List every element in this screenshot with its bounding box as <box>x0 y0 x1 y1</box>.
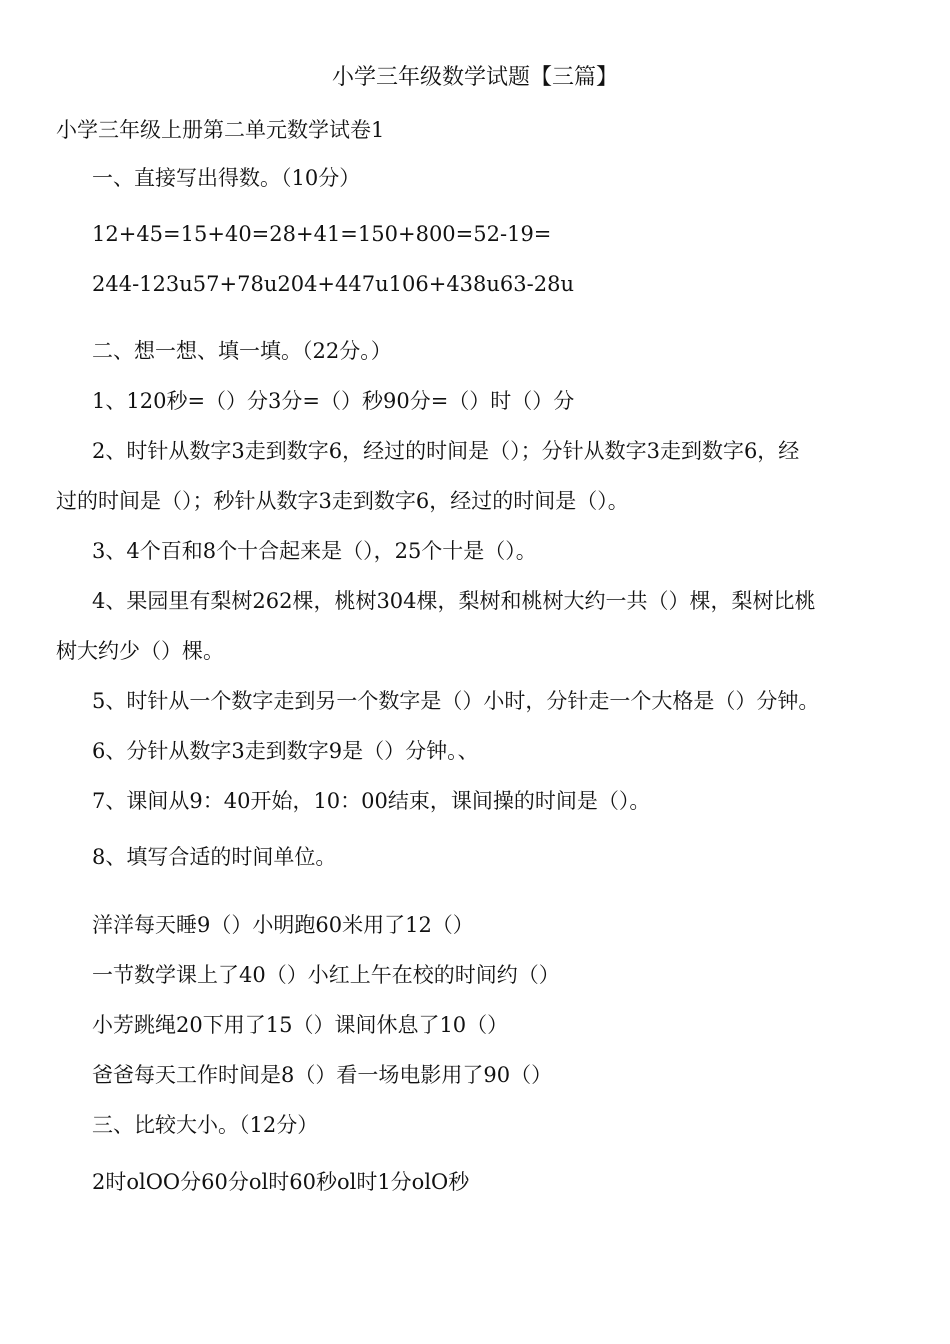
question-7: 7、课间从9：40开始，10：00结束，课间操的时间是（）。 <box>92 789 651 813</box>
page-title: 小学三年级数学试题【三篇】 <box>331 65 618 90</box>
question-6: 6、分针从数字3走到数字9是（）分钟。、 <box>92 739 479 763</box>
time-unit-row-3: 小芳跳绳20下用了15（）课间休息了10（） <box>92 1013 509 1037</box>
section-1-heading: 一、直接写出得数。（10分） <box>92 166 361 190</box>
arithmetic-row-1: 12+45=15+40=28+41=150+800=52-19= <box>92 222 552 246</box>
arithmetic-row-2: 244-123u57+78u204+447u106+438u63-28u <box>92 272 574 296</box>
time-unit-row-1: 洋洋每天睡9（）小明跑60米用了12（） <box>92 913 474 937</box>
comparison-row-1: 2时olOO分60分ol时60秒ol时1分olO秒 <box>92 1170 470 1194</box>
question-1: 1、120秒=（）分3分=（）秒90分=（）时（）分 <box>92 389 575 413</box>
time-unit-row-2: 一节数学课上了40（）小红上午在校的时间约（） <box>92 963 560 987</box>
question-8: 8、填写合适的时间单位。 <box>92 845 337 869</box>
time-unit-row-4: 爸爸每天工作时间是8（）看一场电影用了90（） <box>92 1063 553 1087</box>
question-2-line-2: 过的时间是（）；秒针从数字3走到数字6，经过的时间是（）。 <box>56 489 629 513</box>
question-4-line-1: 4、果园里有梨树262棵，桃树304棵，梨树和桃树大约一共（）棵，梨树比桃 <box>92 589 816 613</box>
question-4-line-2: 树大约少（）棵。 <box>56 639 224 663</box>
question-3: 3、4个百和8个十合起来是（），25个十是（）。 <box>92 539 537 563</box>
document-subtitle: 小学三年级上册第二单元数学试卷1 <box>56 118 385 142</box>
section-2-heading: 二、想一想、填一填。（22分。） <box>92 339 392 363</box>
question-5: 5、时针从一个数字走到另一个数字是（）小时，分针走一个大格是（）分钟。 <box>92 689 820 713</box>
question-2-line-1: 2、时针从数字3走到数字6，经过的时间是（）；分针从数字3走到数字6，经 <box>92 439 800 463</box>
section-3-heading: 三、比较大小。（12分） <box>92 1113 319 1137</box>
